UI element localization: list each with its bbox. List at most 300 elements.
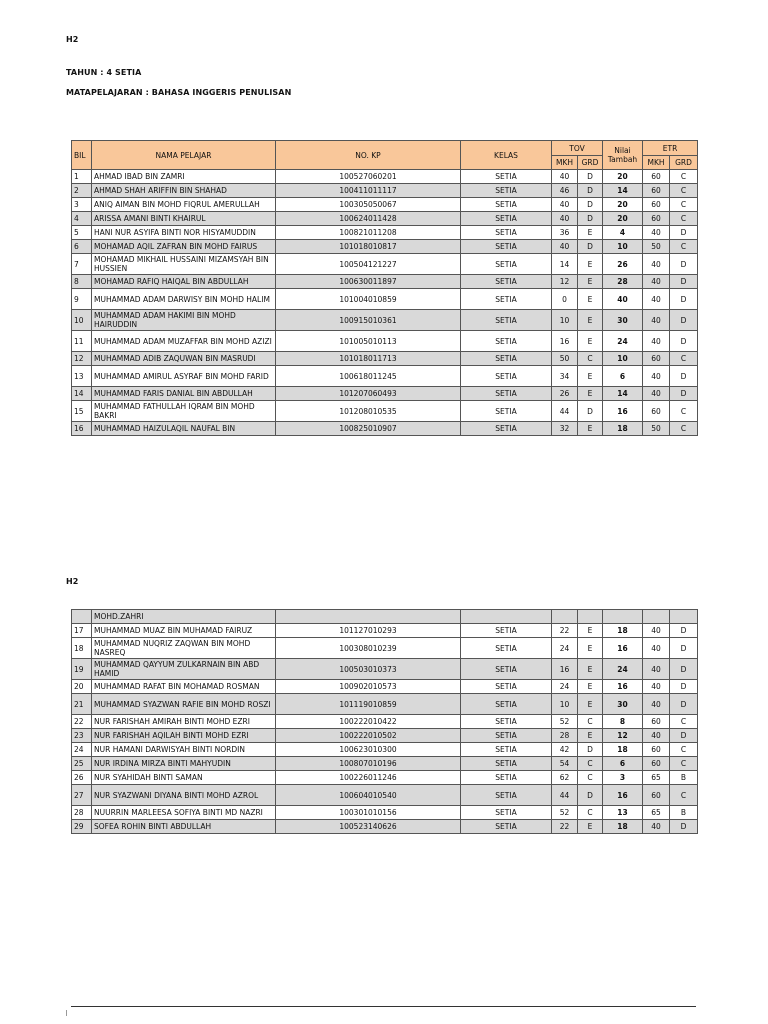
cell-nilai-tambah: 20 [603, 170, 643, 184]
cell-nama: MUHAMMAD NUQRIZ ZAQWAN BIN MOHD NASREQ [92, 638, 276, 659]
cell-etr-grd: C [670, 184, 698, 198]
cell-nokp: 100222010502 [276, 729, 461, 743]
cell-nama: MUHAMMAD QAYYUM ZULKARNAIN BIN ABD HAMID [92, 659, 276, 680]
cell-kelas: SETIA [461, 212, 552, 226]
cell-nokp: 101004010859 [276, 289, 461, 310]
cell-etr-mkh: 60 [643, 401, 670, 422]
cell-nilai-tambah: 10 [603, 240, 643, 254]
cell-tov-grd: C [578, 806, 603, 820]
cell-etr-grd: D [670, 820, 698, 834]
cell-bil: 11 [72, 331, 92, 352]
subject-label: MATAPELAJARAN : BAHASA INGGERIS PENULISAN [66, 88, 292, 97]
cell-tov-mkh: 10 [552, 310, 578, 331]
cell-kelas: SETIA [461, 331, 552, 352]
cell-bil: 26 [72, 771, 92, 785]
cell-tov-grd: E [578, 624, 603, 638]
cell-kelas: SETIA [461, 240, 552, 254]
col-kelas-header: KELAS [461, 141, 552, 170]
cell-kelas: SETIA [461, 757, 552, 771]
cell-nama: MUHAMMAD SYAZWAN RAFIE BIN MOHD ROSZI [92, 694, 276, 715]
cell-nama: MUHAMMAD ADIB ZAQUWAN BIN MASRUDI [92, 352, 276, 366]
cell-tov-grd: E [578, 331, 603, 352]
cell-tov-grd: E [578, 310, 603, 331]
cell-tov-mkh: 34 [552, 366, 578, 387]
cell-kelas: SETIA [461, 401, 552, 422]
cell-nilai-tambah: 26 [603, 254, 643, 275]
col-nama-header: NAMA PELAJAR [92, 141, 276, 170]
cell-nilai-tambah: 30 [603, 310, 643, 331]
cell-etr-grd: D [670, 254, 698, 275]
cell-nama: MOHD.ZAHRI [92, 610, 276, 624]
cell-bil: 10 [72, 310, 92, 331]
cell-etr-mkh: 65 [643, 771, 670, 785]
cell-bil: 14 [72, 387, 92, 401]
cell-nama: NUR HAMANI DARWISYAH BINTI NORDIN [92, 743, 276, 757]
cell-tov-mkh: 46 [552, 184, 578, 198]
cell-etr-grd: D [670, 694, 698, 715]
cell-etr-mkh: 40 [643, 820, 670, 834]
cell-nama: ANIQ AIMAN BIN MOHD FIQRUL AMERULLAH [92, 198, 276, 212]
cell-nama: NUR IRDINA MIRZA BINTI MAHYUDIN [92, 757, 276, 771]
table-row [72, 610, 698, 624]
cell-nama: MOHAMAD RAFIQ HAIQAL BIN ABDULLAH [92, 275, 276, 289]
cell-bil: 9 [72, 289, 92, 310]
cell-nokp: 100301010156 [276, 806, 461, 820]
table-row [72, 212, 698, 226]
cell-kelas: SETIA [461, 694, 552, 715]
cell-nilai-tambah: 16 [603, 785, 643, 806]
cell-etr-mkh: 40 [643, 694, 670, 715]
cell-tov-mkh: 36 [552, 226, 578, 240]
cell-nilai-tambah: 6 [603, 366, 643, 387]
cell-nilai-tambah: 10 [603, 352, 643, 366]
cell-tov-grd: E [578, 820, 603, 834]
cell-etr-mkh: 40 [643, 275, 670, 289]
cell-bil: 23 [72, 729, 92, 743]
table-row [72, 289, 698, 310]
table-row [72, 820, 698, 834]
cell-tov-grd: E [578, 659, 603, 680]
cell-nilai-tambah: 8 [603, 715, 643, 729]
cell-tov-mkh: 54 [552, 757, 578, 771]
cell-etr-grd: D [670, 387, 698, 401]
cell-etr-grd: D [670, 366, 698, 387]
cell-nilai-tambah: 20 [603, 198, 643, 212]
cell-nokp: 100902010573 [276, 680, 461, 694]
cell-nilai-tambah: 20 [603, 212, 643, 226]
cell-bil: 6 [72, 240, 92, 254]
cell-tov-mkh: 62 [552, 771, 578, 785]
cell-tov-mkh: 32 [552, 422, 578, 436]
table-row [72, 743, 698, 757]
cell-nokp: 100630011897 [276, 275, 461, 289]
cell-etr-mkh: 50 [643, 240, 670, 254]
cell-tov-mkh: 12 [552, 275, 578, 289]
cell-nama: NUR FARISHAH AQILAH BINTI MOHD EZRI [92, 729, 276, 743]
cell-bil: 19 [72, 659, 92, 680]
cell-nokp: 101208010535 [276, 401, 461, 422]
cell-nilai-tambah: 24 [603, 331, 643, 352]
cell-nilai-tambah: 12 [603, 729, 643, 743]
cell-etr-mkh: 40 [643, 387, 670, 401]
cell-nokp: 100624011428 [276, 212, 461, 226]
table-row [72, 170, 698, 184]
cell-nokp: 100523140626 [276, 820, 461, 834]
table-row [72, 198, 698, 212]
cell-tov-grd: E [578, 422, 603, 436]
cell-bil [72, 610, 92, 624]
cell-tov-grd: C [578, 352, 603, 366]
cell-kelas: SETIA [461, 806, 552, 820]
cell-tov-mkh: 42 [552, 743, 578, 757]
cell-nokp: 101005010113 [276, 331, 461, 352]
cell-tov-grd: D [578, 401, 603, 422]
cell-tov-grd: E [578, 289, 603, 310]
cell-tov-grd: D [578, 743, 603, 757]
cell-nama: MUHAMMAD HAIZULAQIL NAUFAL BIN [92, 422, 276, 436]
cell-tov-mkh: 24 [552, 638, 578, 659]
cell-nokp: 100503010373 [276, 659, 461, 680]
cell-etr-mkh: 40 [643, 366, 670, 387]
cell-tov-mkh: 44 [552, 785, 578, 806]
student-table-2 [71, 609, 698, 834]
cell-etr-grd: C [670, 212, 698, 226]
cell-bil: 28 [72, 806, 92, 820]
cell-nama: MUHAMMAD MUAZ BIN MUHAMAD FAIRUZ [92, 624, 276, 638]
cell-tov-grd: E [578, 275, 603, 289]
cell-bil: 5 [72, 226, 92, 240]
cell-tov-mkh: 16 [552, 659, 578, 680]
cell-etr-grd: D [670, 289, 698, 310]
col-tov-mkh-header: MKH [552, 156, 578, 170]
col-etr-mkh-header: MKH [643, 156, 670, 170]
cell-tov-mkh: 52 [552, 715, 578, 729]
cell-etr-mkh: 60 [643, 352, 670, 366]
cell-tov-mkh: 44 [552, 401, 578, 422]
cell-etr-grd: D [670, 680, 698, 694]
cell-tov-mkh: 40 [552, 198, 578, 212]
table-row [72, 785, 698, 806]
cell-bil: 8 [72, 275, 92, 289]
table-row [72, 254, 698, 275]
cell-etr-grd: C [670, 715, 698, 729]
cell-etr-grd: D [670, 638, 698, 659]
cell-tov-mkh: 40 [552, 212, 578, 226]
cell-kelas: SETIA [461, 289, 552, 310]
cell-tov-grd: E [578, 366, 603, 387]
cell-bil: 25 [72, 757, 92, 771]
cell-nama: NUR SYAHIDAH BINTI SAMAN [92, 771, 276, 785]
cell-tov-grd: C [578, 715, 603, 729]
cell-nokp: 100305050067 [276, 198, 461, 212]
cell-bil: 22 [72, 715, 92, 729]
cell-tov-mkh: 22 [552, 820, 578, 834]
cell-nama: ARISSA AMANI BINTI KHAIRUL [92, 212, 276, 226]
cell-tov-grd: E [578, 638, 603, 659]
cell-nokp: 100527060201 [276, 170, 461, 184]
cell-nilai-tambah: 40 [603, 289, 643, 310]
cell-bil: 29 [72, 820, 92, 834]
cell-tov-grd [578, 610, 603, 624]
cell-tov-mkh: 26 [552, 387, 578, 401]
col-etr-grd-header: GRD [670, 156, 698, 170]
cell-etr-mkh: 60 [643, 170, 670, 184]
cell-nama: MUHAMMAD AMIRUL ASYRAF BIN MOHD FARID [92, 366, 276, 387]
cell-bil: 24 [72, 743, 92, 757]
cell-nama: SOFEA ROHIN BINTI ABDULLAH [92, 820, 276, 834]
cell-etr-grd: B [670, 806, 698, 820]
cell-tov-mkh: 50 [552, 352, 578, 366]
cell-nokp: 100618011245 [276, 366, 461, 387]
cell-etr-grd: C [670, 170, 698, 184]
cell-kelas: SETIA [461, 624, 552, 638]
cell-etr-grd [670, 610, 698, 624]
cell-nilai-tambah: 3 [603, 771, 643, 785]
cell-bil: 20 [72, 680, 92, 694]
cell-tov-mkh: 10 [552, 694, 578, 715]
cell-nilai-tambah: 4 [603, 226, 643, 240]
cell-kelas: SETIA [461, 785, 552, 806]
cell-etr-mkh: 60 [643, 184, 670, 198]
cell-nilai-tambah: 16 [603, 638, 643, 659]
cell-nilai-tambah: 24 [603, 659, 643, 680]
cell-nama: NUR SYAZWANI DIYANA BINTI MOHD AZROL [92, 785, 276, 806]
cell-tov-grd: D [578, 184, 603, 198]
cell-kelas: SETIA [461, 254, 552, 275]
cell-nokp: 101018011713 [276, 352, 461, 366]
cell-bil: 27 [72, 785, 92, 806]
table-row [72, 694, 698, 715]
table-row [72, 624, 698, 638]
cell-nilai-tambah: 28 [603, 275, 643, 289]
col-bil-header: BIL [72, 141, 92, 170]
table-row [72, 659, 698, 680]
cell-nama: MOHAMAD AQIL ZAFRAN BIN MOHD FAIRUS [92, 240, 276, 254]
cell-nama: AHMAD IBAD BIN ZAMRI [92, 170, 276, 184]
cell-tov-grd: C [578, 757, 603, 771]
cell-tov-grd: D [578, 198, 603, 212]
cell-kelas: SETIA [461, 275, 552, 289]
col-tov-grd-header: GRD [578, 156, 603, 170]
cell-tov-mkh: 16 [552, 331, 578, 352]
cell-bil: 2 [72, 184, 92, 198]
cell-kelas: SETIA [461, 680, 552, 694]
table-row [72, 240, 698, 254]
cell-etr-grd: C [670, 198, 698, 212]
cell-nokp: 100308010239 [276, 638, 461, 659]
page-heading-1: H2 [66, 35, 79, 44]
cell-kelas: SETIA [461, 659, 552, 680]
footer-tick [66, 1010, 67, 1016]
table-row [72, 401, 698, 422]
cell-nilai-tambah: 16 [603, 401, 643, 422]
cell-nilai-tambah: 14 [603, 387, 643, 401]
cell-kelas: SETIA [461, 743, 552, 757]
cell-nokp: 100915010361 [276, 310, 461, 331]
cell-nokp: 100222010422 [276, 715, 461, 729]
cell-etr-grd: D [670, 729, 698, 743]
cell-etr-grd: D [670, 331, 698, 352]
cell-nama: MUHAMMAD ADAM HAKIMI BIN MOHD HAIRUDDIN [92, 310, 276, 331]
cell-etr-mkh: 50 [643, 422, 670, 436]
table-row [72, 352, 698, 366]
cell-nama: MOHAMAD MIKHAIL HUSSAINI MIZAMSYAH BIN HUSSIEN [92, 254, 276, 275]
cell-etr-mkh: 40 [643, 659, 670, 680]
cell-etr-mkh: 40 [643, 331, 670, 352]
cell-etr-mkh: 60 [643, 743, 670, 757]
cell-nokp: 100623010300 [276, 743, 461, 757]
table-row [72, 275, 698, 289]
cell-kelas: SETIA [461, 638, 552, 659]
cell-nilai-tambah: 14 [603, 184, 643, 198]
cell-tov-grd: E [578, 387, 603, 401]
cell-kelas: SETIA [461, 226, 552, 240]
cell-nokp: 100821011208 [276, 226, 461, 240]
cell-etr-grd: C [670, 785, 698, 806]
cell-etr-mkh: 40 [643, 310, 670, 331]
cell-bil: 7 [72, 254, 92, 275]
cell-etr-mkh: 40 [643, 226, 670, 240]
cell-kelas: SETIA [461, 366, 552, 387]
cell-etr-grd: D [670, 275, 698, 289]
cell-nilai-tambah: 30 [603, 694, 643, 715]
col-etr-header: ETR [643, 141, 698, 156]
cell-kelas: SETIA [461, 198, 552, 212]
cell-bil: 18 [72, 638, 92, 659]
table-row [72, 422, 698, 436]
cell-etr-grd: C [670, 422, 698, 436]
cell-bil: 16 [72, 422, 92, 436]
cell-tov-grd: E [578, 254, 603, 275]
cell-nama: HANI NUR ASYIFA BINTI NOR HISYAMUDDIN [92, 226, 276, 240]
cell-etr-mkh: 40 [643, 254, 670, 275]
cell-nokp: 100825010907 [276, 422, 461, 436]
cell-kelas: SETIA [461, 422, 552, 436]
cell-etr-grd: C [670, 352, 698, 366]
cell-nokp: 101207060493 [276, 387, 461, 401]
cell-nokp: 100604010540 [276, 785, 461, 806]
cell-kelas: SETIA [461, 310, 552, 331]
student-table-1 [71, 140, 698, 436]
cell-nokp: 101127010293 [276, 624, 461, 638]
cell-tov-mkh: 28 [552, 729, 578, 743]
cell-etr-mkh [643, 610, 670, 624]
cell-etr-grd: B [670, 771, 698, 785]
cell-nilai-tambah: 18 [603, 624, 643, 638]
cell-etr-grd: D [670, 310, 698, 331]
cell-tov-mkh: 14 [552, 254, 578, 275]
cell-bil: 4 [72, 212, 92, 226]
cell-nama: MUHAMMAD ADAM MUZAFFAR BIN MOHD AZIZI [92, 331, 276, 352]
cell-kelas: SETIA [461, 387, 552, 401]
cell-tov-grd: E [578, 226, 603, 240]
cell-nama: MUHAMMAD ADAM DARWISY BIN MOHD HALIM [92, 289, 276, 310]
cell-nilai-tambah: 18 [603, 820, 643, 834]
cell-bil: 1 [72, 170, 92, 184]
cell-etr-grd: D [670, 659, 698, 680]
cell-bil: 17 [72, 624, 92, 638]
tahun-label: TAHUN : 4 SETIA [66, 68, 142, 77]
cell-etr-mkh: 60 [643, 212, 670, 226]
cell-tov-grd: E [578, 694, 603, 715]
cell-bil: 13 [72, 366, 92, 387]
cell-tov-grd: D [578, 170, 603, 184]
cell-nilai-tambah: 13 [603, 806, 643, 820]
cell-bil: 3 [72, 198, 92, 212]
cell-kelas [461, 610, 552, 624]
cell-nokp: 100411011117 [276, 184, 461, 198]
cell-kelas: SETIA [461, 352, 552, 366]
table-row [72, 680, 698, 694]
cell-nilai-tambah: 6 [603, 757, 643, 771]
cell-etr-mkh: 40 [643, 289, 670, 310]
cell-etr-grd: C [670, 401, 698, 422]
cell-tov-mkh: 24 [552, 680, 578, 694]
cell-tov-grd: D [578, 785, 603, 806]
col-tov-header: TOV [552, 141, 603, 156]
cell-kelas: SETIA [461, 715, 552, 729]
cell-nokp: 100504121227 [276, 254, 461, 275]
table-row [72, 331, 698, 352]
cell-tov-mkh: 52 [552, 806, 578, 820]
table-row [72, 310, 698, 331]
cell-bil: 12 [72, 352, 92, 366]
cell-etr-mkh: 60 [643, 715, 670, 729]
cell-kelas: SETIA [461, 771, 552, 785]
cell-nama: NUR FARISHAH AMIRAH BINTI MOHD EZRI [92, 715, 276, 729]
cell-tov-mkh: 40 [552, 170, 578, 184]
cell-nama: NUURRIN MARLEESA SOFIYA BINTI MD NAZRI [92, 806, 276, 820]
cell-tov-mkh: 22 [552, 624, 578, 638]
table-row [72, 366, 698, 387]
cell-bil: 15 [72, 401, 92, 422]
cell-nokp: 101119010859 [276, 694, 461, 715]
table-row [72, 387, 698, 401]
cell-nama: AHMAD SHAH ARIFFIN BIN SHAHAD [92, 184, 276, 198]
col-nilai-header: Nilai Tambah [603, 141, 643, 170]
col-nokp-header: NO. KP [276, 141, 461, 170]
cell-tov-grd: D [578, 240, 603, 254]
cell-etr-mkh: 60 [643, 198, 670, 212]
cell-bil: 21 [72, 694, 92, 715]
cell-kelas: SETIA [461, 729, 552, 743]
cell-etr-mkh: 65 [643, 806, 670, 820]
cell-etr-grd: D [670, 226, 698, 240]
table-row [72, 184, 698, 198]
cell-tov-mkh: 0 [552, 289, 578, 310]
cell-kelas: SETIA [461, 820, 552, 834]
cell-etr-mkh: 40 [643, 680, 670, 694]
page-heading-2: H2 [66, 577, 79, 586]
cell-etr-mkh: 40 [643, 624, 670, 638]
cell-etr-mkh: 40 [643, 729, 670, 743]
cell-kelas: SETIA [461, 170, 552, 184]
cell-tov-mkh [552, 610, 578, 624]
cell-nilai-tambah: 18 [603, 422, 643, 436]
cell-etr-mkh: 60 [643, 785, 670, 806]
cell-nama: MUHAMMAD FARIS DANIAL BIN ABDULLAH [92, 387, 276, 401]
cell-tov-grd: D [578, 212, 603, 226]
cell-nokp: 100807010196 [276, 757, 461, 771]
cell-nilai-tambah: 16 [603, 680, 643, 694]
cell-nama: MUHAMMAD FATHULLAH IQRAM BIN MOHD BAKRI [92, 401, 276, 422]
cell-nilai-tambah: 18 [603, 743, 643, 757]
cell-nokp [276, 610, 461, 624]
cell-etr-grd: C [670, 757, 698, 771]
cell-kelas: SETIA [461, 184, 552, 198]
cell-tov-grd: E [578, 729, 603, 743]
table-row [72, 226, 698, 240]
